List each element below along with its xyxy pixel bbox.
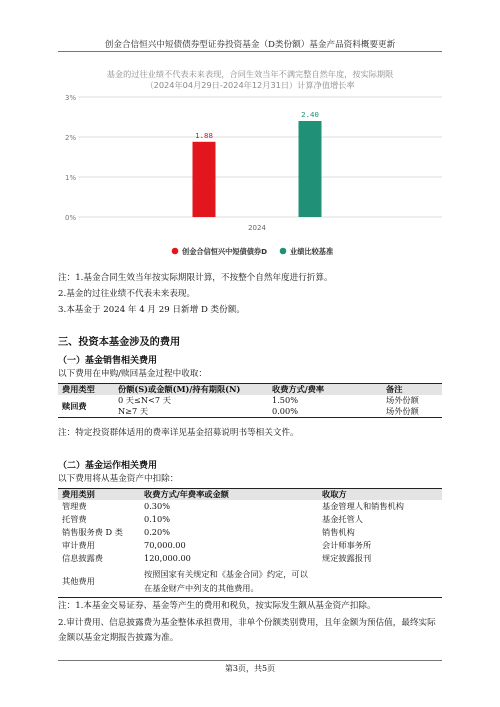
table-row <box>58 565 442 598</box>
table-row <box>58 500 442 513</box>
table-cell: 70,000.00 <box>144 540 186 550</box>
table-row <box>58 526 442 539</box>
header-cell: 份额(S)或金额(M)/持有期限(N) <box>114 384 268 396</box>
chart-title: 基金的过往业绩不代表未来表现，合同生效当年不满完整自然年度，按实际期限 <box>106 69 394 79</box>
bar-fund <box>193 142 216 217</box>
table-cell: 基金管理人和销售机构 <box>322 501 404 511</box>
table-row <box>58 539 442 552</box>
table-row <box>58 395 442 406</box>
x-tick-label: 2024 <box>248 224 266 232</box>
legend-marker <box>280 248 287 255</box>
table-row <box>58 513 442 526</box>
header-divider <box>58 51 442 52</box>
table-header-row <box>58 384 442 396</box>
table-cell: 基金托管人 <box>322 514 363 524</box>
footer-divider <box>58 660 442 661</box>
sales-fee-note: 注：特定投资群体适用的费率详见基金招募说明书等相关文件。 <box>58 428 299 438</box>
table-cell: 按照国家有关规定和《基金合同》约定，可以在基金财产中列支的其他费用。 <box>144 569 308 593</box>
y-tick-label: 2% <box>65 134 77 142</box>
table-cell <box>318 565 442 598</box>
table-cell: 销售服务费 D 类 <box>62 527 123 537</box>
bar-benchmark <box>299 121 322 217</box>
table-cell: 0 天≤N<7 天 <box>118 395 171 405</box>
table-cell: 规定披露报刊 <box>322 553 372 563</box>
sales-fee-intro: 以下费用在申购/赎回基金过程中收取： <box>58 369 207 379</box>
table-cell: 0.30% <box>144 501 171 511</box>
header-cell: 费用类别 <box>58 489 140 501</box>
y-tick-label: 3% <box>65 94 77 102</box>
table-cell: 0.20% <box>144 527 171 537</box>
chart-note-2: 2.基金的过往业绩不代表未来表现。 <box>58 289 196 299</box>
legend-label: 业绩比较基准 <box>290 247 334 256</box>
table-cell: 托管费 <box>62 514 87 524</box>
operation-fee-note-2: 2.审计费用、信息披露费为基金整体承担费用，非单个份额类别费用，且年金额为预估值，最终实际金额以基金定期报告披露为准。 <box>58 618 436 643</box>
table-cell: N≥7 天 <box>118 406 149 416</box>
bar-value-label: 2.40 <box>301 110 319 119</box>
header-cell: 收费方式/费率 <box>268 384 382 396</box>
section-title: 三、投资本基金涉及的费用 <box>58 336 181 348</box>
y-tick-label: 1% <box>65 174 77 182</box>
operation-fee-title: （二）基金运作相关费用 <box>58 461 158 471</box>
table-cell: 场外份额 <box>386 406 419 416</box>
table-header-row <box>58 489 442 501</box>
bar-value-label: 1.88 <box>195 130 213 140</box>
performance-chart <box>58 64 442 274</box>
table-row <box>58 552 442 565</box>
page-number: 第3页，共5页 <box>224 664 276 673</box>
table-cell: 0.10% <box>144 514 171 524</box>
chart-note-1: 注：1.基金合同生效当年按实际期限计算，不按整个自然年度进行折算。 <box>58 273 333 283</box>
header-cell: 收取方 <box>318 489 442 501</box>
table-cell: 0.00% <box>272 406 299 416</box>
table-cell: 会计师事务所 <box>322 540 372 550</box>
chart-subtitle: （2024年04月29日-2024年12月31日）计算净值增长率 <box>145 80 355 90</box>
fee-type-cell: 赎回费 <box>62 400 87 411</box>
page-header: 创金合信恒兴中短债债券型证券投资基金（D类份额）基金产品资料概要更新 <box>104 40 396 50</box>
operation-fee-note-1: 注：1.本基金交易证券、基金等产生的费用和税负，按实际发生额从基金资产扣除。 <box>58 601 376 611</box>
table-row <box>58 406 442 418</box>
table-cell: 管理费 <box>62 501 87 511</box>
legend-marker <box>172 248 179 255</box>
table-cell: 1.50% <box>272 395 299 405</box>
operation-fee-intro: 以下费用将从基金资产中扣除： <box>58 474 179 484</box>
table-cell: 其他费用 <box>62 575 95 586</box>
header-cell: 备注 <box>382 384 442 396</box>
table-cell: 120,000.00 <box>144 553 191 563</box>
table-cell: 审计费用 <box>62 540 95 550</box>
sales-fee-title: （一）基金销售相关费用 <box>58 356 158 366</box>
legend-label: 创金合信恒兴中短债债券D <box>182 247 268 256</box>
table-cell: 信息披露费 <box>62 553 103 563</box>
operation-fee-table <box>58 488 442 598</box>
performance-chart-svg <box>58 64 442 274</box>
sales-fee-table <box>58 383 442 418</box>
y-tick-label: 0% <box>65 214 77 222</box>
header-cell: 费用类型 <box>58 384 114 396</box>
header-cell: 收费方式/年费率或金额 <box>140 489 318 501</box>
table-cell: 销售机构 <box>322 527 355 537</box>
chart-note-3: 3.本基金于 2024 年 4 月 29 日新增 D 类份额。 <box>58 305 245 315</box>
table-cell: 场外份额 <box>386 395 419 405</box>
